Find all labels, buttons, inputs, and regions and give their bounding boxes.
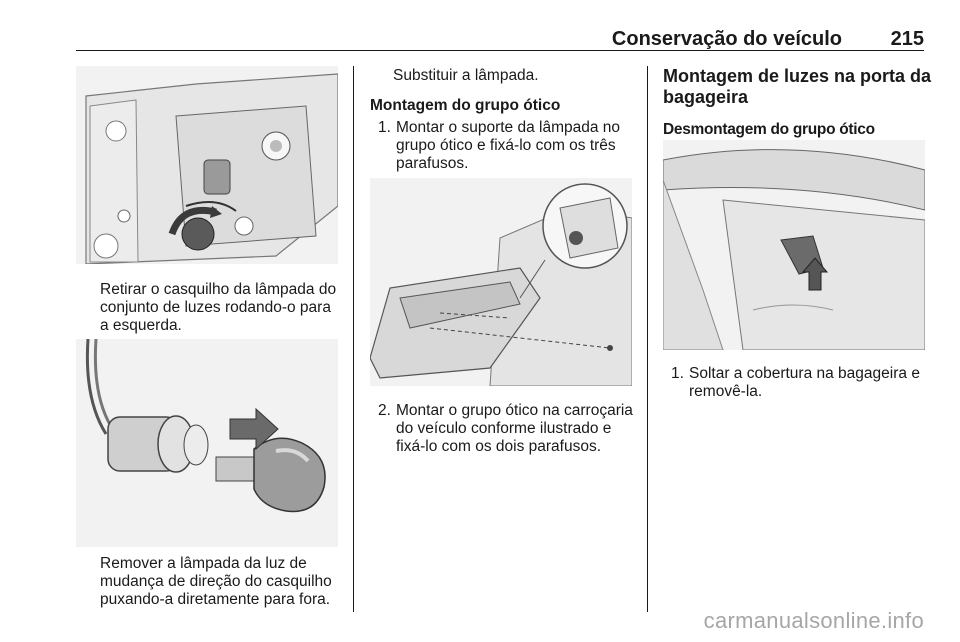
step-text: Montar o grupo ótico na carroçaria do veículo conforme ilustrado e fixá-lo com os dois parafusos. — [396, 402, 633, 455]
step-number: 1. — [378, 119, 391, 136]
assembly-steps-1 — [370, 119, 636, 173]
list-item — [663, 365, 938, 401]
watermark: carmanualsonline.info — [703, 608, 924, 633]
caption-remove-socket: Retirar o casquilho da lâmpada do conjunto de luzes rodando-o para a esquerda. — [100, 281, 337, 334]
column-divider-right — [647, 66, 648, 612]
step-text: Soltar a cobertura na bagageira e removê-la. — [689, 365, 920, 400]
assembly-steps-2 — [370, 402, 636, 456]
list-item — [370, 402, 636, 456]
list-item — [370, 119, 636, 173]
illustration-tailgate-cover — [663, 140, 925, 350]
step-number: 2. — [378, 402, 391, 419]
page-number: 215 — [890, 28, 924, 50]
section-title: Conservação do veículo — [611, 28, 842, 50]
step-text: Montar o suporte da lâmpada no grupo ótico e fixá-lo com os três parafusos. — [396, 119, 621, 172]
illustration-bulb-removal — [76, 339, 338, 547]
illustration-mount-light-unit — [370, 178, 632, 386]
removal-steps — [663, 365, 938, 401]
intro-text: Substituir a lâmpada. — [393, 67, 539, 84]
caption-remove-bulb: Remover a lâmpada da luz de mudança de direção do casquilho puxando-a diretamente para fora. — [100, 555, 332, 608]
header-rule — [76, 50, 924, 51]
column-divider-left — [353, 66, 354, 612]
subheading-removal: Desmontagem do grupo ótico — [663, 121, 875, 138]
heading-assembly: Montagem do grupo ótico — [370, 97, 561, 114]
step-number: 1. — [671, 365, 684, 382]
section-heading-tailgate-lights: Montagem de luzes na porta da bagageira — [663, 66, 932, 107]
illustration-lamp-socket-rotate — [76, 66, 338, 264]
